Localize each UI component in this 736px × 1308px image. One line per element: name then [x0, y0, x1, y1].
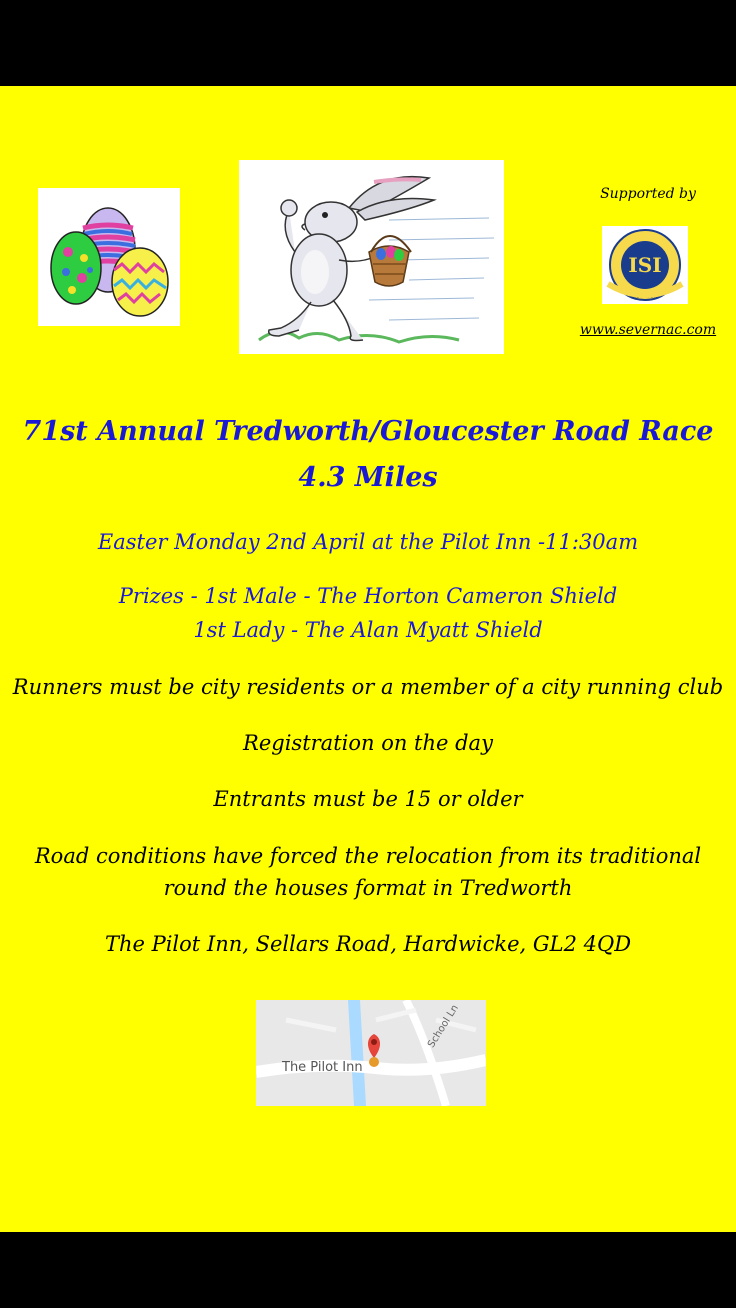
relocation-line-1: Road conditions have forced the relocation from its traditional [34, 844, 702, 868]
relocation-line-2: round the houses format in Tredworth [163, 876, 573, 900]
location-map[interactable] [256, 1000, 486, 1106]
map-road-label: School Ln [426, 1003, 461, 1050]
map-place-label: The Pilot Inn [282, 1060, 363, 1075]
prizes-female-line: 1st Lady - The Alan Myatt Shield [193, 618, 543, 642]
severn-ac-logo [602, 226, 688, 304]
supported-by-label: Supported by [600, 186, 696, 202]
sponsor-website-link[interactable]: www.severnac.com [579, 322, 717, 338]
registration-line: Registration on the day [243, 731, 493, 755]
prizes-male-line: Prizes - 1st Male - The Horton Cameron Shield [118, 584, 618, 608]
easter-eggs-image [38, 188, 180, 326]
race-date-line: Easter Monday 2nd April at the Pilot Inn -11:30am [97, 530, 639, 554]
eligibility-line: Runners must be city residents or a member of a city running club [12, 675, 724, 699]
race-distance: 4.3 Miles [298, 462, 438, 493]
bottom-black-bar [0, 1232, 736, 1308]
race-poster [0, 86, 736, 1232]
race-title: 71st Annual Tredworth/Gloucester Road Race [22, 416, 714, 447]
venue-address: The Pilot Inn, Sellars Road, Hardwicke, GL2 4QD [104, 932, 632, 956]
running-bunny-image [239, 160, 504, 354]
age-rule-line: Entrants must be 15 or older [213, 787, 523, 811]
top-black-bar [0, 0, 736, 86]
svg-text:EST 1956: EST 1956 [633, 294, 657, 300]
svg-text:ISI: ISI [628, 253, 662, 277]
